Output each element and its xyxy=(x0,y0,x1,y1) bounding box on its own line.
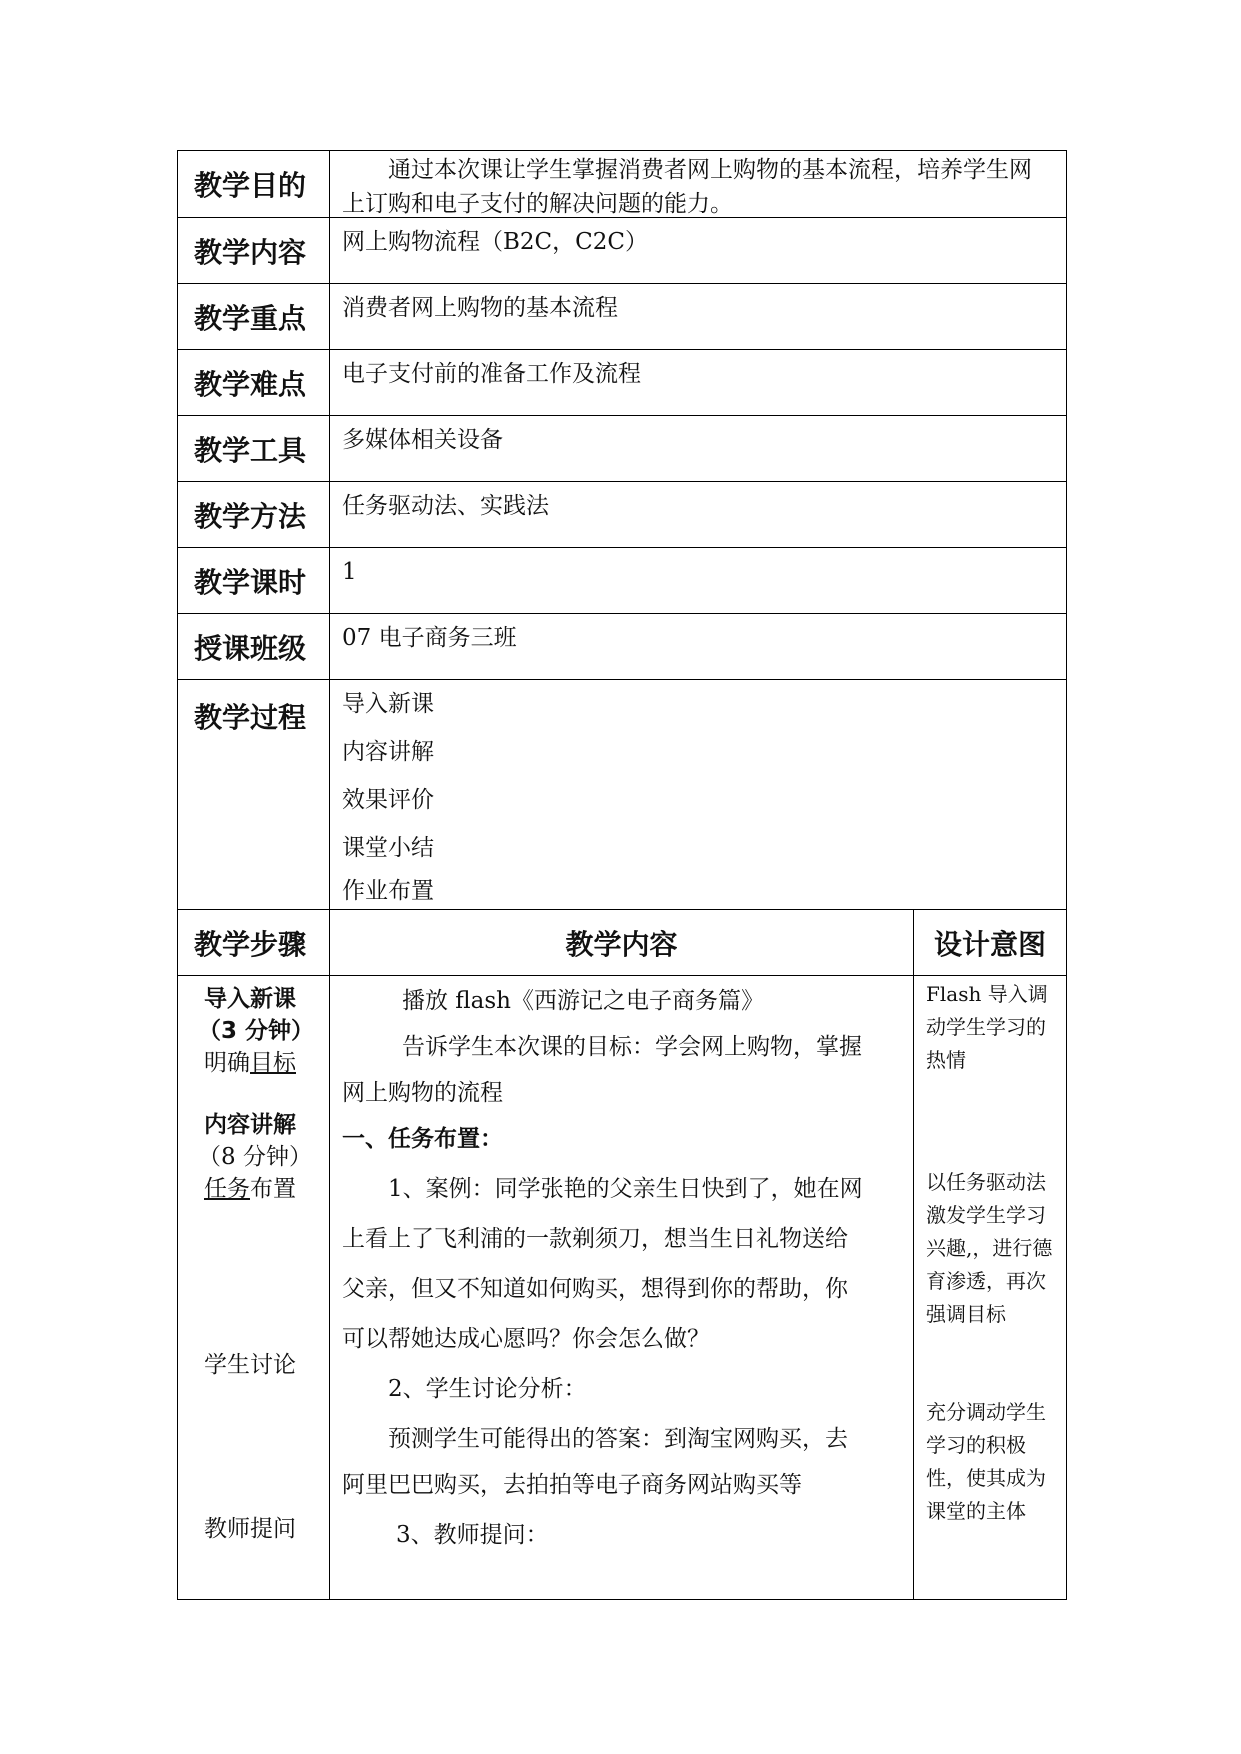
content-p2-line2: 网上购物的流程 xyxy=(342,1080,503,1106)
case-line4: 可以帮她达成心愿吗？你会怎么做？ xyxy=(342,1326,710,1352)
label-process: 教学过程 xyxy=(178,680,330,909)
label-method: 教学方法 xyxy=(178,482,330,547)
predict-line1: 预测学生可能得出的答案：到淘宝网购买，去 xyxy=(388,1426,848,1452)
process-item: 内容讲解 xyxy=(342,739,434,765)
row-process xyxy=(178,679,1066,909)
row-method xyxy=(178,481,1066,547)
value-difficulty: 电子支付前的准备工作及流程 xyxy=(342,361,641,387)
process-list xyxy=(330,680,1066,909)
header-intent: 设计意图 xyxy=(933,927,1046,961)
task-label-suffix: 布置 xyxy=(250,1176,296,1202)
case-line2: 上看上了飞利浦的一款剃须刀，想当生日礼物送给 xyxy=(342,1226,848,1252)
label-key-point: 教学重点 xyxy=(178,284,330,349)
label-tools: 教学工具 xyxy=(178,416,330,481)
case-line1: 1、案例：同学张艳的父亲生日快到了，她在网 xyxy=(388,1176,863,1202)
lesson-plan-table xyxy=(177,150,1067,1600)
intent-note-3: 充分调动学生学习的积极性，使其成为课堂的主体 xyxy=(926,1400,1046,1523)
content-p1: 播放 flash《西游记之电子商务篇》 xyxy=(402,988,764,1014)
header-content: 教学内容 xyxy=(330,910,914,975)
ask-title: 3、教师提问： xyxy=(396,1522,549,1548)
value-tools: 多媒体相关设备 xyxy=(342,427,503,453)
value-method: 任务驱动法、实践法 xyxy=(342,493,549,519)
ask-label: 教师提问 xyxy=(204,1516,296,1542)
intro-title: 导入新课 xyxy=(204,986,296,1012)
discuss-label: 学生讨论 xyxy=(204,1352,296,1378)
intent-note-1: Flash 导入调动学生学习的热情 xyxy=(926,982,1048,1072)
process-item: 效果评价 xyxy=(342,787,434,813)
value-objective: 通过本次课让学生掌握消费者网上购物的基本流程，培养学生网上订购和电子支付的解决问题的能力。 xyxy=(342,157,1032,217)
task-label-underlined: 任务 xyxy=(204,1176,250,1202)
label-difficulty: 教学难点 xyxy=(178,350,330,415)
steps-body-row xyxy=(178,975,1066,1599)
row-hours xyxy=(178,547,1066,613)
row-class xyxy=(178,613,1066,679)
label-content: 教学内容 xyxy=(178,218,330,283)
intro-goal-prefix: 明确 xyxy=(204,1050,250,1076)
content-title: 内容讲解 xyxy=(204,1112,296,1138)
case-line3: 父亲，但又不知道如何购买，想得到你的帮助，你 xyxy=(342,1276,848,1302)
row-content xyxy=(178,217,1066,283)
task-label xyxy=(204,1170,296,1203)
process-item: 课堂小结 xyxy=(342,835,434,861)
row-objective xyxy=(178,151,1066,217)
content-time: （8 分钟） xyxy=(198,1144,312,1170)
steps-column xyxy=(178,976,330,1599)
label-class: 授课班级 xyxy=(178,614,330,679)
process-item: 作业布置 xyxy=(342,878,434,904)
content-p2-line1: 告诉学生本次课的目标：学会网上购物，掌握 xyxy=(402,1034,862,1060)
value-key-point: 消费者网上购物的基本流程 xyxy=(342,295,618,321)
discuss-title: 2、学生讨论分析： xyxy=(388,1376,587,1402)
row-tools xyxy=(178,415,1066,481)
section-task: 一、任务布置： xyxy=(342,1126,503,1152)
steps-header-row xyxy=(178,909,1066,975)
intent-column xyxy=(914,976,1066,1599)
content-column xyxy=(330,976,914,1599)
intent-note-2: 以任务驱动法激发学生学习兴趣,，进行德育渗透，再次强调目标 xyxy=(926,1170,1053,1326)
value-hours: 1 xyxy=(342,559,357,585)
row-difficulty xyxy=(178,349,1066,415)
value-class: 07 电子商务三班 xyxy=(342,625,517,651)
row-key-point xyxy=(178,283,1066,349)
intro-goal xyxy=(204,1044,296,1077)
process-item: 导入新课 xyxy=(342,691,434,717)
header-steps: 教学步骤 xyxy=(178,910,330,975)
label-hours: 教学课时 xyxy=(178,548,330,613)
predict-line2: 阿里巴巴购买，去拍拍等电子商务网站购买等 xyxy=(342,1472,802,1498)
intro-goal-underlined: 目标 xyxy=(250,1050,296,1076)
intro-time: （3 分钟） xyxy=(198,1018,315,1044)
label-objective: 教学目的 xyxy=(178,151,330,217)
value-content: 网上购物流程（B2C，C2C） xyxy=(342,229,648,255)
